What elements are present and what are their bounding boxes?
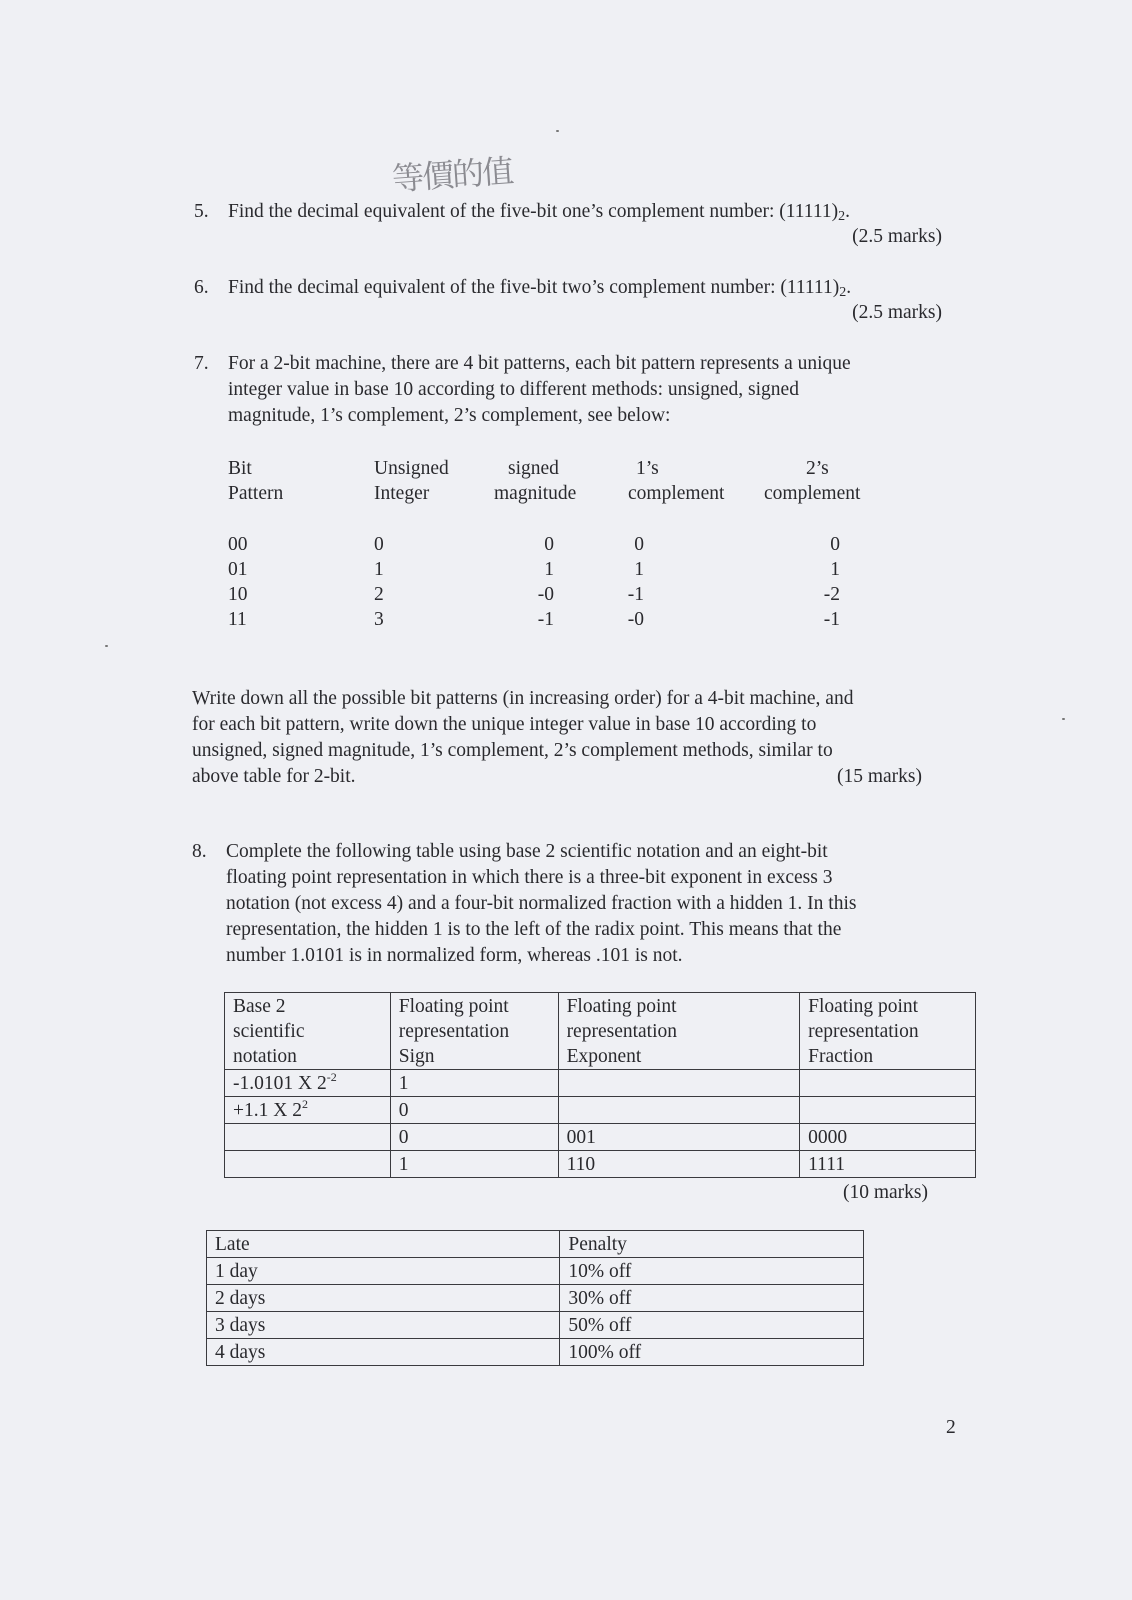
- cell-penalty: 50% off: [560, 1312, 864, 1339]
- question-7-followup-line: for each bit pattern, write down the unique integer value in base 10 according to: [192, 714, 817, 735]
- cell-unsigned: 1: [374, 559, 384, 580]
- scan-speck: [105, 645, 108, 647]
- cell-late: 4 days: [207, 1339, 560, 1366]
- mantissa-text: +1.1 X 2: [233, 1100, 302, 1121]
- floating-point-table: [224, 992, 976, 1178]
- cell-late: 1 day: [207, 1258, 560, 1285]
- cell-exponent: 110: [558, 1151, 800, 1178]
- header-twos-complement: complement: [764, 483, 861, 504]
- table-row: [207, 1339, 864, 1366]
- cell-twos: -2: [823, 584, 840, 605]
- header-signed: signed: [508, 458, 559, 479]
- header-late: Late: [207, 1231, 560, 1258]
- cell-unsigned: 3: [374, 609, 384, 630]
- late-penalty-table: [206, 1230, 864, 1366]
- cell-exponent: [558, 1070, 800, 1097]
- cell-late: 2 days: [207, 1285, 560, 1312]
- header-line: Floating point: [398, 996, 509, 1017]
- exponent-superscript: -2: [326, 1070, 337, 1084]
- header-magnitude: magnitude: [494, 483, 577, 504]
- cell-ones: 1: [634, 559, 644, 580]
- cell-ones: 0: [634, 534, 644, 555]
- header-line: Sign: [398, 1046, 435, 1067]
- mantissa-text: -1.0101 X 2: [233, 1073, 327, 1094]
- question-8-number: 8.: [192, 841, 207, 862]
- cell-fraction: 1111: [800, 1151, 976, 1178]
- question-7-line: integer value in base 10 according to different methods: unsigned, signed: [228, 379, 799, 400]
- header-ones: 1’s: [636, 458, 659, 479]
- question-7-marks: (15 marks): [836, 766, 922, 787]
- header-line: Floating point: [566, 996, 677, 1017]
- cell-fraction: [800, 1070, 976, 1097]
- cell-twos: 0: [830, 534, 840, 555]
- cell-fraction: 0000: [800, 1124, 976, 1151]
- table-row: [225, 1070, 976, 1097]
- question-text: Find the decimal equivalent of the five-bit one’s complement number: (11111): [228, 201, 839, 222]
- cell-pattern: 00: [228, 534, 248, 555]
- base-subscript: 2: [839, 285, 847, 300]
- question-7-followup-line: unsigned, signed magnitude, 1’s complement, 2’s complement methods, similar to: [192, 740, 833, 761]
- question-number: 6.: [194, 277, 209, 298]
- cell-late: 3 days: [207, 1312, 560, 1339]
- cell-exponent: 001: [558, 1124, 800, 1151]
- question-5-marks: (2.5 marks): [852, 226, 942, 247]
- question-7-followup-line: above table for 2-bit.: [192, 766, 356, 787]
- header-fraction: [800, 993, 976, 1070]
- cell-twos: -1: [823, 609, 840, 630]
- cell-scientific: [225, 1070, 391, 1097]
- header-line: representation: [398, 1021, 510, 1042]
- handwritten-note: 等價的值: [390, 151, 514, 199]
- table-row: [207, 1285, 864, 1312]
- cell-sign: 0: [390, 1097, 558, 1124]
- table-header-row: [225, 993, 976, 1070]
- question-8-line: representation, the hidden 1 is to the left of the radix point. This means that the: [226, 919, 842, 940]
- header-bit: Bit: [228, 458, 252, 479]
- question-number: 5.: [194, 201, 209, 222]
- header-twos: 2’s: [806, 458, 829, 479]
- cell-pattern: 10: [228, 584, 248, 605]
- cell-scientific: [225, 1151, 391, 1178]
- cell-sign: 0: [390, 1124, 558, 1151]
- table-row: [207, 1258, 864, 1285]
- header-pattern: Pattern: [228, 483, 284, 504]
- cell-signed: 0: [544, 534, 554, 555]
- cell-twos: 1: [830, 559, 840, 580]
- cell-signed: -1: [537, 609, 554, 630]
- header-line: notation: [233, 1046, 297, 1067]
- cell-penalty: 100% off: [560, 1339, 864, 1366]
- scan-speck: [556, 130, 559, 132]
- table-row: [225, 1124, 976, 1151]
- question-7-number: 7.: [194, 353, 209, 374]
- header-integer: Integer: [374, 483, 430, 504]
- cell-penalty: 30% off: [560, 1285, 864, 1312]
- header-line: Fraction: [808, 1046, 874, 1067]
- cell-exponent: [558, 1097, 800, 1124]
- table-row: [225, 1097, 976, 1124]
- question-7-followup-line: Write down all the possible bit patterns (in increasing order) for a 4-bit machine, and: [192, 688, 854, 709]
- table-row: [225, 1151, 976, 1178]
- question-8-line: Complete the following table using base 2 scientific notation and an eight-bit: [226, 841, 828, 862]
- question-text: Find the decimal equivalent of the five-bit two’s complement number: (11111): [228, 277, 840, 298]
- cell-ones: -1: [627, 584, 644, 605]
- header-base2: [225, 993, 391, 1070]
- header-ones-complement: complement: [628, 483, 725, 504]
- question-8-line: notation (not excess 4) and a four-bit normalized fraction with a hidden 1. In this: [226, 893, 857, 914]
- header-sign: [390, 993, 558, 1070]
- header-line: Floating point: [808, 996, 919, 1017]
- base-subscript: 2: [838, 209, 846, 224]
- question-8-line: number 1.0101 is in normalized form, whereas .101 is not.: [226, 945, 683, 966]
- header-line: representation: [808, 1021, 919, 1042]
- cell-signed: 1: [544, 559, 554, 580]
- table-row: [207, 1312, 864, 1339]
- header-line: scientific: [233, 1021, 305, 1042]
- header-exponent: [558, 993, 800, 1070]
- cell-unsigned: 2: [374, 584, 384, 605]
- cell-sign: 1: [390, 1151, 558, 1178]
- cell-unsigned: 0: [374, 534, 384, 555]
- question-8-marks: (10 marks): [842, 1182, 928, 1203]
- table-header-row: [207, 1231, 864, 1258]
- question-suffix: .: [846, 277, 852, 298]
- question-suffix: .: [845, 201, 850, 222]
- header-line: Exponent: [566, 1046, 642, 1067]
- cell-scientific: [225, 1124, 391, 1151]
- header-line: Base 2: [233, 996, 286, 1017]
- cell-ones: -0: [627, 609, 644, 630]
- question-8-line: floating point representation in which there is a three-bit exponent in excess 3: [226, 867, 833, 888]
- cell-sign: 1: [390, 1070, 558, 1097]
- cell-pattern: 11: [228, 609, 247, 630]
- cell-fraction: [800, 1097, 976, 1124]
- scan-speck: [1062, 718, 1065, 720]
- header-unsigned: Unsigned: [374, 458, 449, 479]
- question-7-line: magnitude, 1’s complement, 2’s complement, see below:: [228, 405, 671, 426]
- question-7-line: For a 2-bit machine, there are 4 bit patterns, each bit pattern represents a unique: [228, 353, 851, 374]
- header-line: representation: [566, 1021, 678, 1042]
- cell-signed: -0: [537, 584, 554, 605]
- cell-pattern: 01: [228, 559, 248, 580]
- cell-penalty: 10% off: [560, 1258, 864, 1285]
- exponent-superscript: 2: [301, 1097, 308, 1111]
- header-penalty: Penalty: [560, 1231, 864, 1258]
- page-number: 2: [946, 1417, 956, 1438]
- question-6-marks: (2.5 marks): [852, 302, 942, 323]
- cell-scientific: [225, 1097, 391, 1124]
